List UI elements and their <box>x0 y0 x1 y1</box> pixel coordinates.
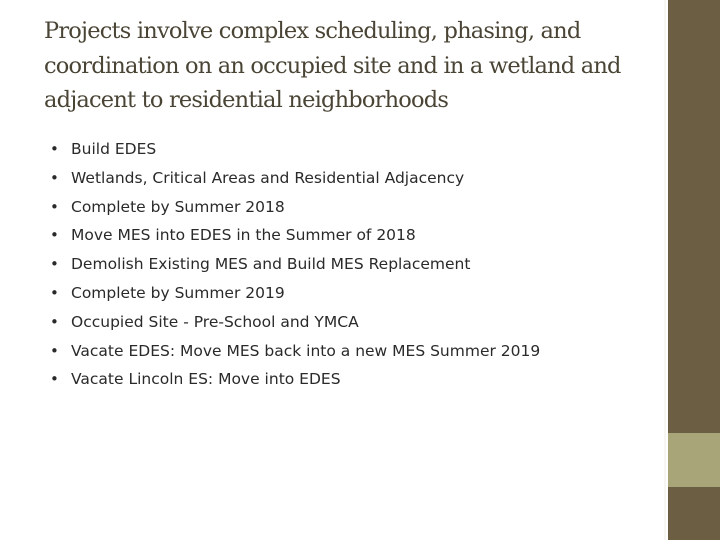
bullet-icon: • <box>50 197 59 216</box>
bullet-icon: • <box>50 283 59 302</box>
sidebar-accent-block <box>668 433 720 487</box>
list-item-text: Vacate Lincoln ES: Move into EDES <box>71 370 341 389</box>
sidebar-divider <box>664 0 666 540</box>
list-item <box>50 366 650 395</box>
sidebar-bottom-block <box>668 487 720 540</box>
list-item-text: Vacate EDES: Move MES back into a new MES Summer 2019 <box>71 341 541 360</box>
list-item <box>50 338 650 367</box>
list-item <box>50 165 650 194</box>
bullet-icon: • <box>50 312 59 331</box>
list-item-text: Move MES into EDES in the Summer of 2018 <box>71 226 416 245</box>
bullet-icon: • <box>50 168 59 187</box>
list-item-text: Wetlands, Critical Areas and Residential Adjacency <box>71 168 465 187</box>
list-item-text: Demolish Existing MES and Build MES Replacement <box>71 255 471 274</box>
list-item <box>50 222 650 251</box>
decorative-sidebar <box>668 0 720 540</box>
bullet-icon: • <box>50 341 59 360</box>
list-item <box>50 136 650 165</box>
bullet-list <box>50 136 650 395</box>
slide-title: Projects involve complex scheduling, phasing, and coordination on an occupied site and in a wetland and adjacent to residential neighborhoods <box>44 18 621 113</box>
bullet-icon: • <box>50 226 59 245</box>
list-item <box>50 251 650 280</box>
list-item-text: Occupied Site - Pre-School and YMCA <box>71 312 359 331</box>
bullet-icon: • <box>50 255 59 274</box>
list-item-text: Complete by Summer 2019 <box>71 283 285 302</box>
list-item <box>50 309 650 338</box>
bullet-icon: • <box>50 140 59 158</box>
list-item-text: Complete by Summer 2018 <box>71 197 285 216</box>
list-item-text: Build EDES <box>71 140 157 158</box>
sidebar-dark-block <box>668 0 720 433</box>
list-item <box>50 194 650 223</box>
list-item <box>50 280 650 309</box>
bullet-icon: • <box>50 370 59 389</box>
